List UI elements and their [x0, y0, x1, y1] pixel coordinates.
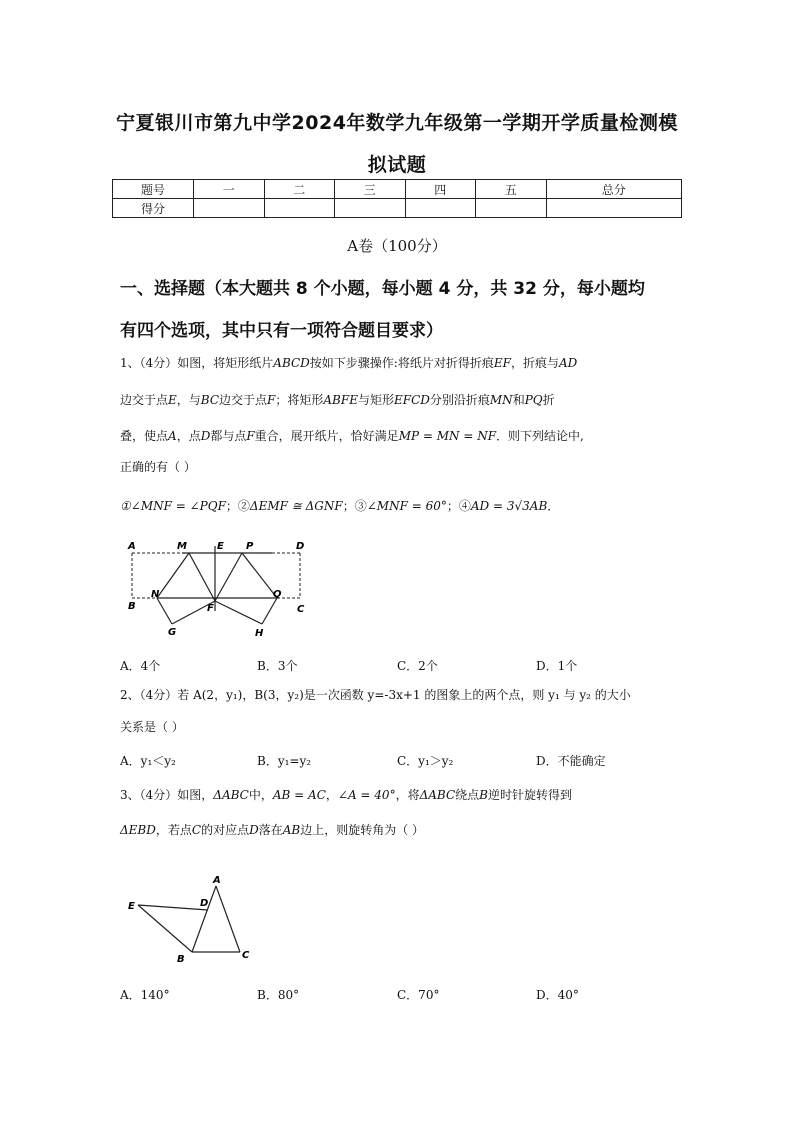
q1-math: AD	[558, 356, 578, 370]
q1-math: EF	[493, 356, 511, 370]
q2-line2: 关系是（ ）	[120, 720, 184, 734]
score-table-score-row	[113, 199, 682, 218]
q3-math: AB	[282, 823, 301, 837]
q1-text: 分别沿折痕	[429, 393, 490, 407]
q1-text: 叠，使点	[120, 429, 169, 443]
q1-math: ABCD	[273, 356, 310, 370]
q1-text: ．则下列结论中,	[496, 429, 584, 443]
score-header-cell: 题号	[113, 180, 194, 199]
q1-text: ，折痕与	[510, 356, 559, 370]
part1-heading-line1: 一、选择题（本大题共 8 个小题，每小题 4 分，共 32 分，每小题均	[120, 279, 645, 299]
score-header-cell: 一	[194, 180, 265, 199]
q1-text: ；将矩形	[275, 393, 324, 407]
q1-math: F	[267, 393, 276, 407]
score-input-cell[interactable]	[264, 199, 335, 218]
section-a-heading: A卷（100分）	[347, 237, 447, 255]
q1-math: D	[200, 429, 211, 443]
q3-math: B	[479, 788, 488, 802]
q1-text: 1、（4分）如图，将矩形纸片	[120, 356, 274, 370]
q3-text: ，将	[395, 788, 420, 802]
q1-math: E	[168, 393, 177, 407]
q1-text: ；④	[446, 499, 471, 513]
score-input-cell[interactable]	[335, 199, 406, 218]
q1-text: 重合，展开纸片，恰好满足	[254, 429, 399, 443]
score-header-cell: 总分	[546, 180, 682, 199]
fig1-label-f: F	[207, 603, 214, 614]
q1-math: ①∠MNF = ∠PQF	[120, 499, 226, 513]
q1-line5-conclusions	[120, 498, 559, 514]
q3-text: 边上，则旋转角为（ ）	[300, 823, 425, 837]
q1-line3	[120, 428, 584, 444]
score-table-header-row	[113, 180, 682, 199]
fig3-label-c: C	[242, 950, 250, 961]
q1-option-c[interactable]: C．2个	[397, 659, 438, 673]
q1-figure	[122, 536, 322, 644]
fig1-label-d: D	[296, 541, 305, 552]
q1-math: MP = MN = NF	[398, 429, 497, 443]
q3-math: ∠A = 40°	[337, 788, 396, 802]
q1-text: ，点	[176, 429, 201, 443]
fig1-label-h: H	[255, 628, 264, 639]
q1-math: ABFE	[323, 393, 358, 407]
q1-text: ，与	[176, 393, 201, 407]
score-row-label: 得分	[113, 199, 194, 218]
q3-text: 逆时针旋转得到	[488, 788, 573, 802]
score-input-cell[interactable]	[546, 199, 682, 218]
q3-line2	[120, 822, 424, 838]
q3-math: AB = AC	[272, 788, 326, 802]
q1-math: ΔEMF ≅ ΔGNF	[249, 499, 343, 513]
q2-option-b[interactable]: B．y₁=y₂	[257, 754, 312, 768]
score-header-cell: 三	[335, 180, 406, 199]
q1-text: 按如下步骤操作:将纸片对折得折痕	[309, 356, 494, 370]
q1-line1	[120, 355, 577, 371]
q3-option-c[interactable]: C．70°	[397, 988, 440, 1002]
q2-option-a[interactable]: A．y₁＜y₂	[120, 754, 176, 768]
q1-text: ．	[547, 499, 560, 513]
fig1-label-g: G	[168, 627, 177, 638]
q3-line1	[120, 787, 572, 803]
q2-option-d[interactable]: D．不能确定	[536, 754, 606, 768]
q1-line4: 正确的有（ ）	[120, 460, 196, 474]
q1-math: BC	[200, 393, 220, 407]
fig1-label-e: E	[217, 541, 224, 552]
q1-math: F	[246, 429, 255, 443]
q2-option-c[interactable]: C．y₁＞y₂	[397, 754, 454, 768]
q3-math: C	[191, 823, 202, 837]
q3-text: 落在	[258, 823, 283, 837]
part1-heading-line2: 有四个选项，其中只有一项符合题目要求）	[120, 321, 443, 341]
q3-math: ΔABC	[419, 788, 456, 802]
q3-math: ΔABC	[213, 788, 249, 802]
q3-text: 中，	[248, 788, 273, 802]
q1-text: 边交于点	[219, 393, 268, 407]
fig3-label-b: B	[177, 954, 185, 964]
score-input-cell[interactable]	[405, 199, 476, 218]
q3-math: D	[249, 823, 259, 837]
q1-option-a[interactable]: A．4个	[120, 659, 161, 673]
fig1-label-m: M	[177, 541, 187, 552]
q1-option-d[interactable]: D．1个	[536, 659, 578, 673]
score-table	[112, 179, 682, 218]
q1-math: ∠MNF = 60°	[366, 499, 447, 513]
fig3-label-a: A	[213, 875, 221, 886]
q1-line2	[120, 392, 555, 408]
fig3-label-d: D	[200, 898, 209, 909]
q3-text: 3、（4分）如图，	[120, 788, 214, 802]
fig1-label-p: P	[246, 541, 254, 552]
q1-math: PQ	[524, 393, 543, 407]
q3-text: ，	[325, 788, 338, 802]
fig1-label-q: Q	[273, 589, 282, 600]
score-header-cell: 二	[264, 180, 335, 199]
q1-text: ；③	[342, 499, 367, 513]
score-header-cell: 四	[405, 180, 476, 199]
q1-math: A	[168, 429, 177, 443]
q1-text: 与矩形	[357, 393, 394, 407]
q3-text: 的对应点	[201, 823, 250, 837]
doc-title-line1: 宁夏银川市第九中学2024年数学九年级第一学期开学质量检测模	[116, 112, 678, 134]
q1-text: 折	[542, 393, 555, 407]
q3-option-a[interactable]: A．140°	[120, 988, 170, 1002]
q3-text: ，若点	[155, 823, 192, 837]
q1-math: MN	[489, 393, 513, 407]
q1-math: EFCD	[393, 393, 430, 407]
q3-math: ΔEBD	[120, 823, 156, 837]
q3-figure	[124, 872, 264, 964]
fig1-label-b: B	[128, 601, 136, 612]
fig1-label-a: A	[128, 541, 136, 552]
q2-line1: 2、（4分）若 A(2，y₁)，B(3，y₂)是一次函数 y=-3x+1 的图象上的两个点，则 y₁ 与 y₂ 的大小	[120, 688, 631, 702]
score-header-cell: 五	[476, 180, 547, 199]
q3-text: 绕点	[455, 788, 480, 802]
q1-option-b[interactable]: B．3个	[257, 659, 298, 673]
q1-text: 和	[512, 393, 525, 407]
score-input-cell[interactable]	[476, 199, 547, 218]
fig1-label-c: C	[297, 604, 305, 615]
q1-text: ；②	[225, 499, 250, 513]
q3-option-d[interactable]: D．40°	[536, 988, 579, 1002]
q3-option-b[interactable]: B．80°	[257, 988, 300, 1002]
fig1-label-n: N	[151, 589, 160, 600]
score-input-cell[interactable]	[194, 199, 265, 218]
doc-title-line2: 拟试题	[367, 154, 427, 176]
q1-math: AD = 3√3AB	[470, 499, 548, 513]
q1-text: 边交于点	[120, 393, 169, 407]
fig3-label-e: E	[128, 901, 135, 912]
q1-text: 都与点	[210, 429, 247, 443]
